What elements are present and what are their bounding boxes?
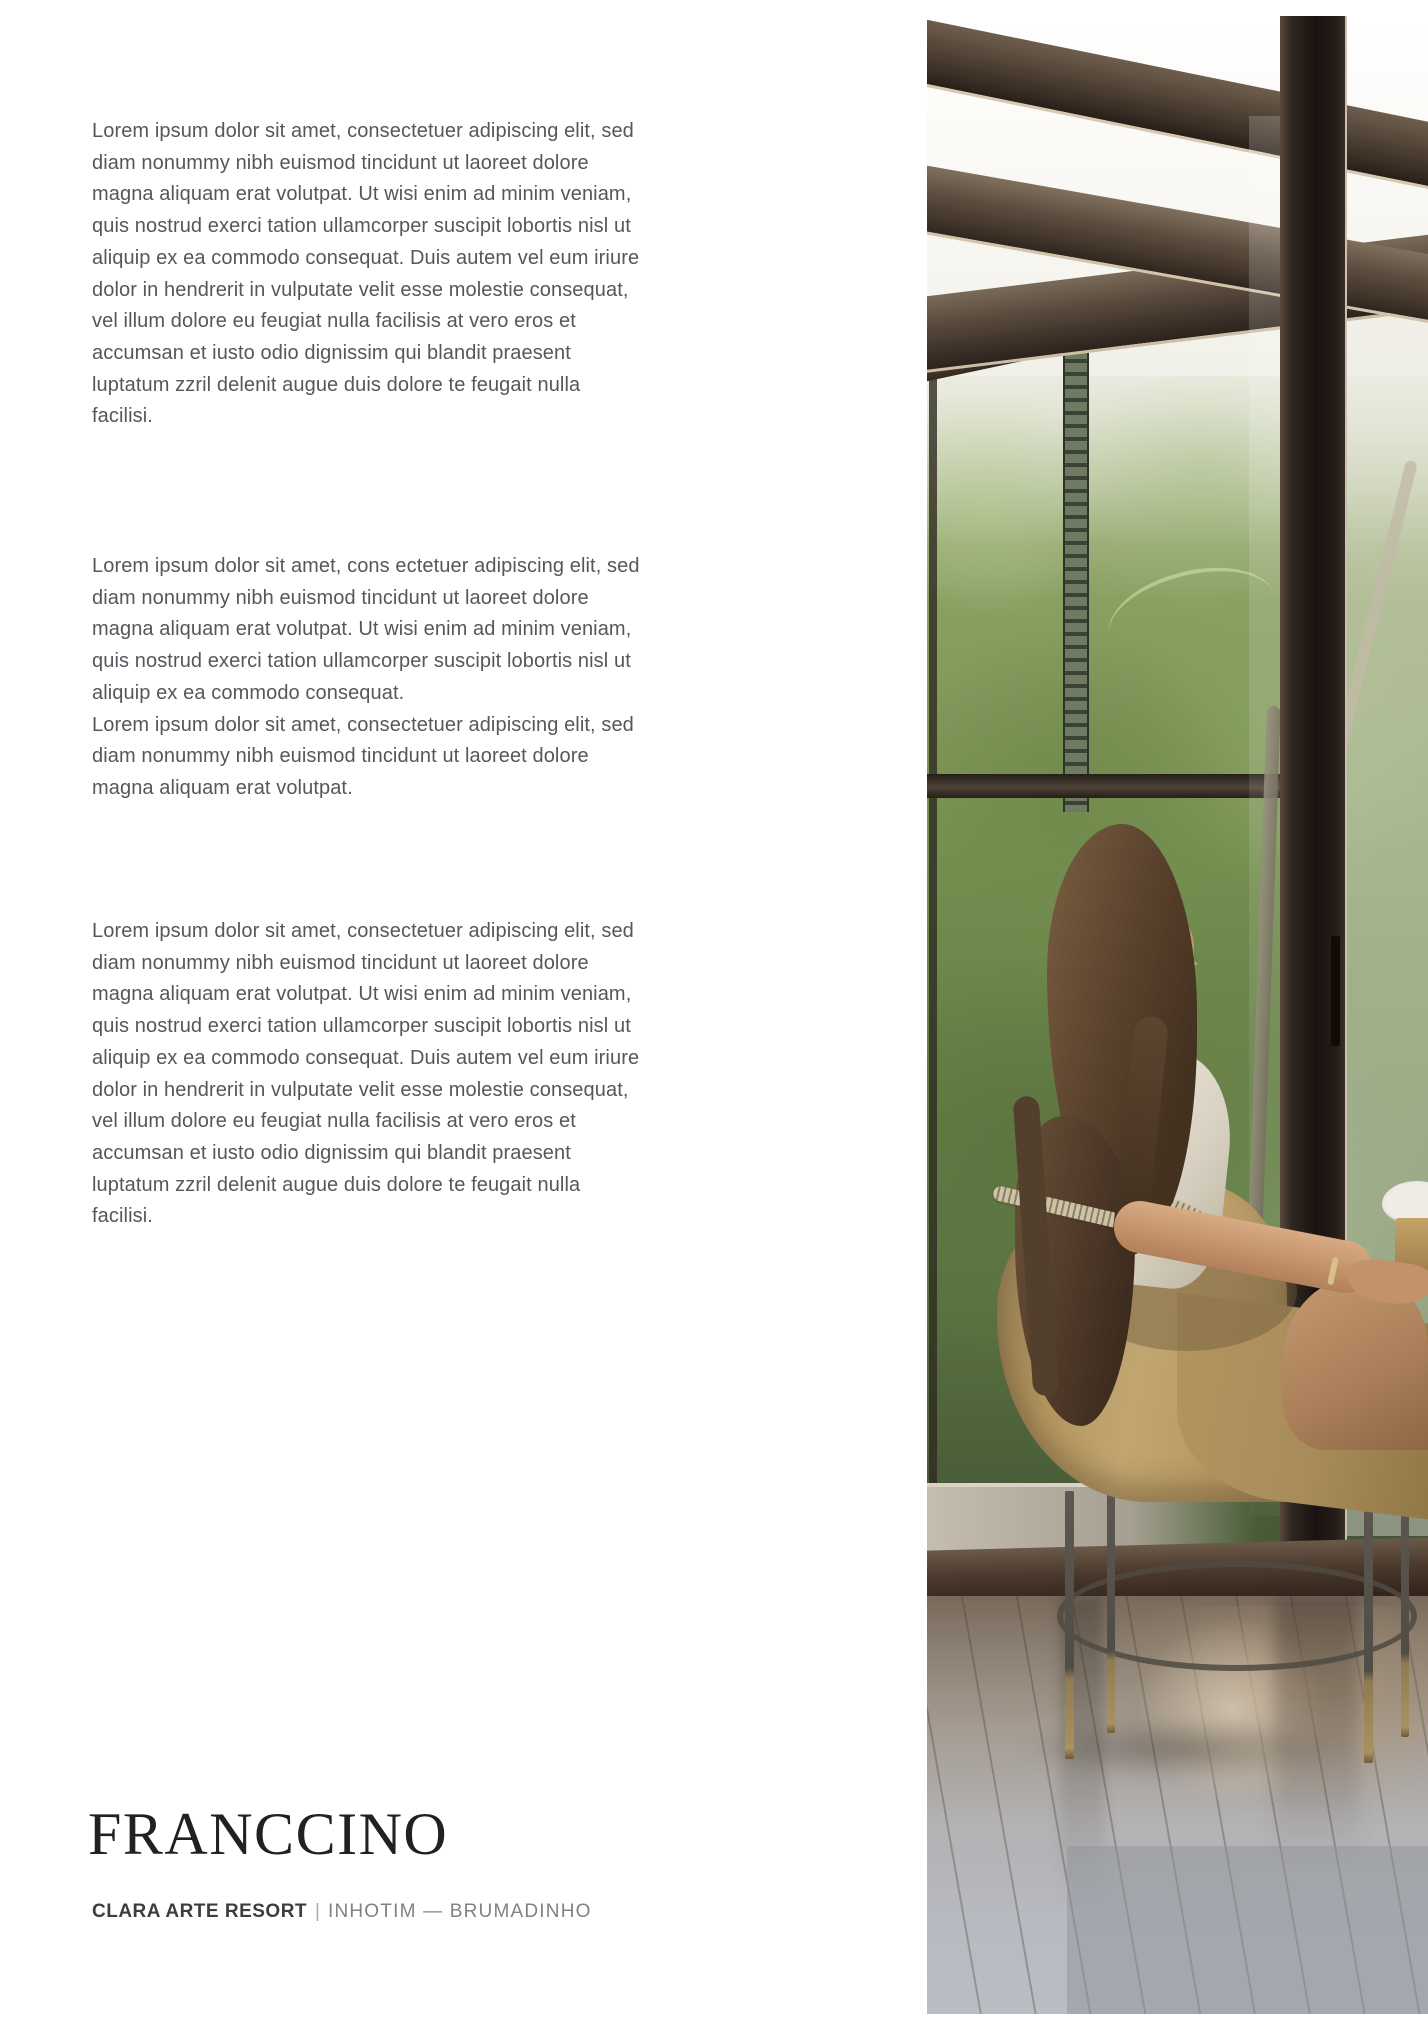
chair-leg — [1107, 1491, 1115, 1733]
window-transom-rail — [927, 774, 1283, 798]
brand-wordmark: FRANCCINO — [88, 1801, 449, 1867]
paragraph-3: Lorem ipsum dolor sit amet, consectetuer adipiscing elit, sed diam nonummy nibh euismod tincidunt ut laoreet dolore magna aliquam erat volutpat. Ut wisi enim ad minim veniam, quis nostrud exerci tation ullamcorper suscipit lobortis nisl ut aliquip ex ea commodo consequat. Duis autem vel eum iriure dolor in hendrerit in vulputate velit esse molestie consequat, vel illum dolore eu feugiat nulla facilisis at vero eros et accumsan et iusto odio dignissim qui blandit praesent luptatum zzril delenit augue duis dolore te feugait nulla facilisi. — [92, 920, 640, 1228]
chair-leg — [1401, 1491, 1409, 1737]
floor-gray-area — [1067, 1846, 1428, 2014]
window-handle — [1331, 936, 1340, 1046]
resort-photo — [927, 16, 1428, 2014]
tagline-divider: | — [315, 1901, 320, 1922]
chair-leg — [1065, 1491, 1074, 1759]
footer-tagline — [92, 1901, 592, 1923]
louvered-screen-column — [1063, 346, 1089, 812]
paragraph-1: Lorem ipsum dolor sit amet, consectetuer adipiscing elit, sed diam nonummy nibh euismod tincidunt ut laoreet dolore magna aliquam erat volutpat. Ut wisi enim ad minim veniam, quis nostrud exerci tation ullamcorper suscipit lobortis nisl ut aliquip ex ea commodo consequat. Duis autem vel eum iriure dolor in hendrerit in vulputate velit esse molestie consequat, vel illum dolore eu feugiat nulla facilisis at vero eros et accumsan et iusto odio dignissim qui blandit praesent luptatum zzril delenit augue duis dolore te feugait nulla facilisi. — [92, 120, 640, 428]
paragraph-2: Lorem ipsum dolor sit amet, cons ectetuer adipiscing elit, sed diam nonummy nibh euismod tincidunt ut laoreet dolore magna aliquam erat volutpat. Ut wisi enim ad minim veniam, quis nostrud exerci tation ullamcorper suscipit lobortis nisl ut aliquip ex ea commodo consequat. Lorem ipsum dolor sit amet, consectetuer adipiscing elit, sed diam nonummy nibh euismod tincidunt ut laoreet dolore magna aliquam erat volutpat. — [92, 555, 640, 799]
woman-knee — [1282, 1278, 1428, 1450]
resort-name: CLARA ARTE RESORT — [92, 1901, 308, 1922]
left-window-frame — [929, 346, 937, 1606]
chair-leg — [1364, 1491, 1373, 1763]
location-text: INHOTIM — BRUMADINHO — [327, 1901, 592, 1922]
